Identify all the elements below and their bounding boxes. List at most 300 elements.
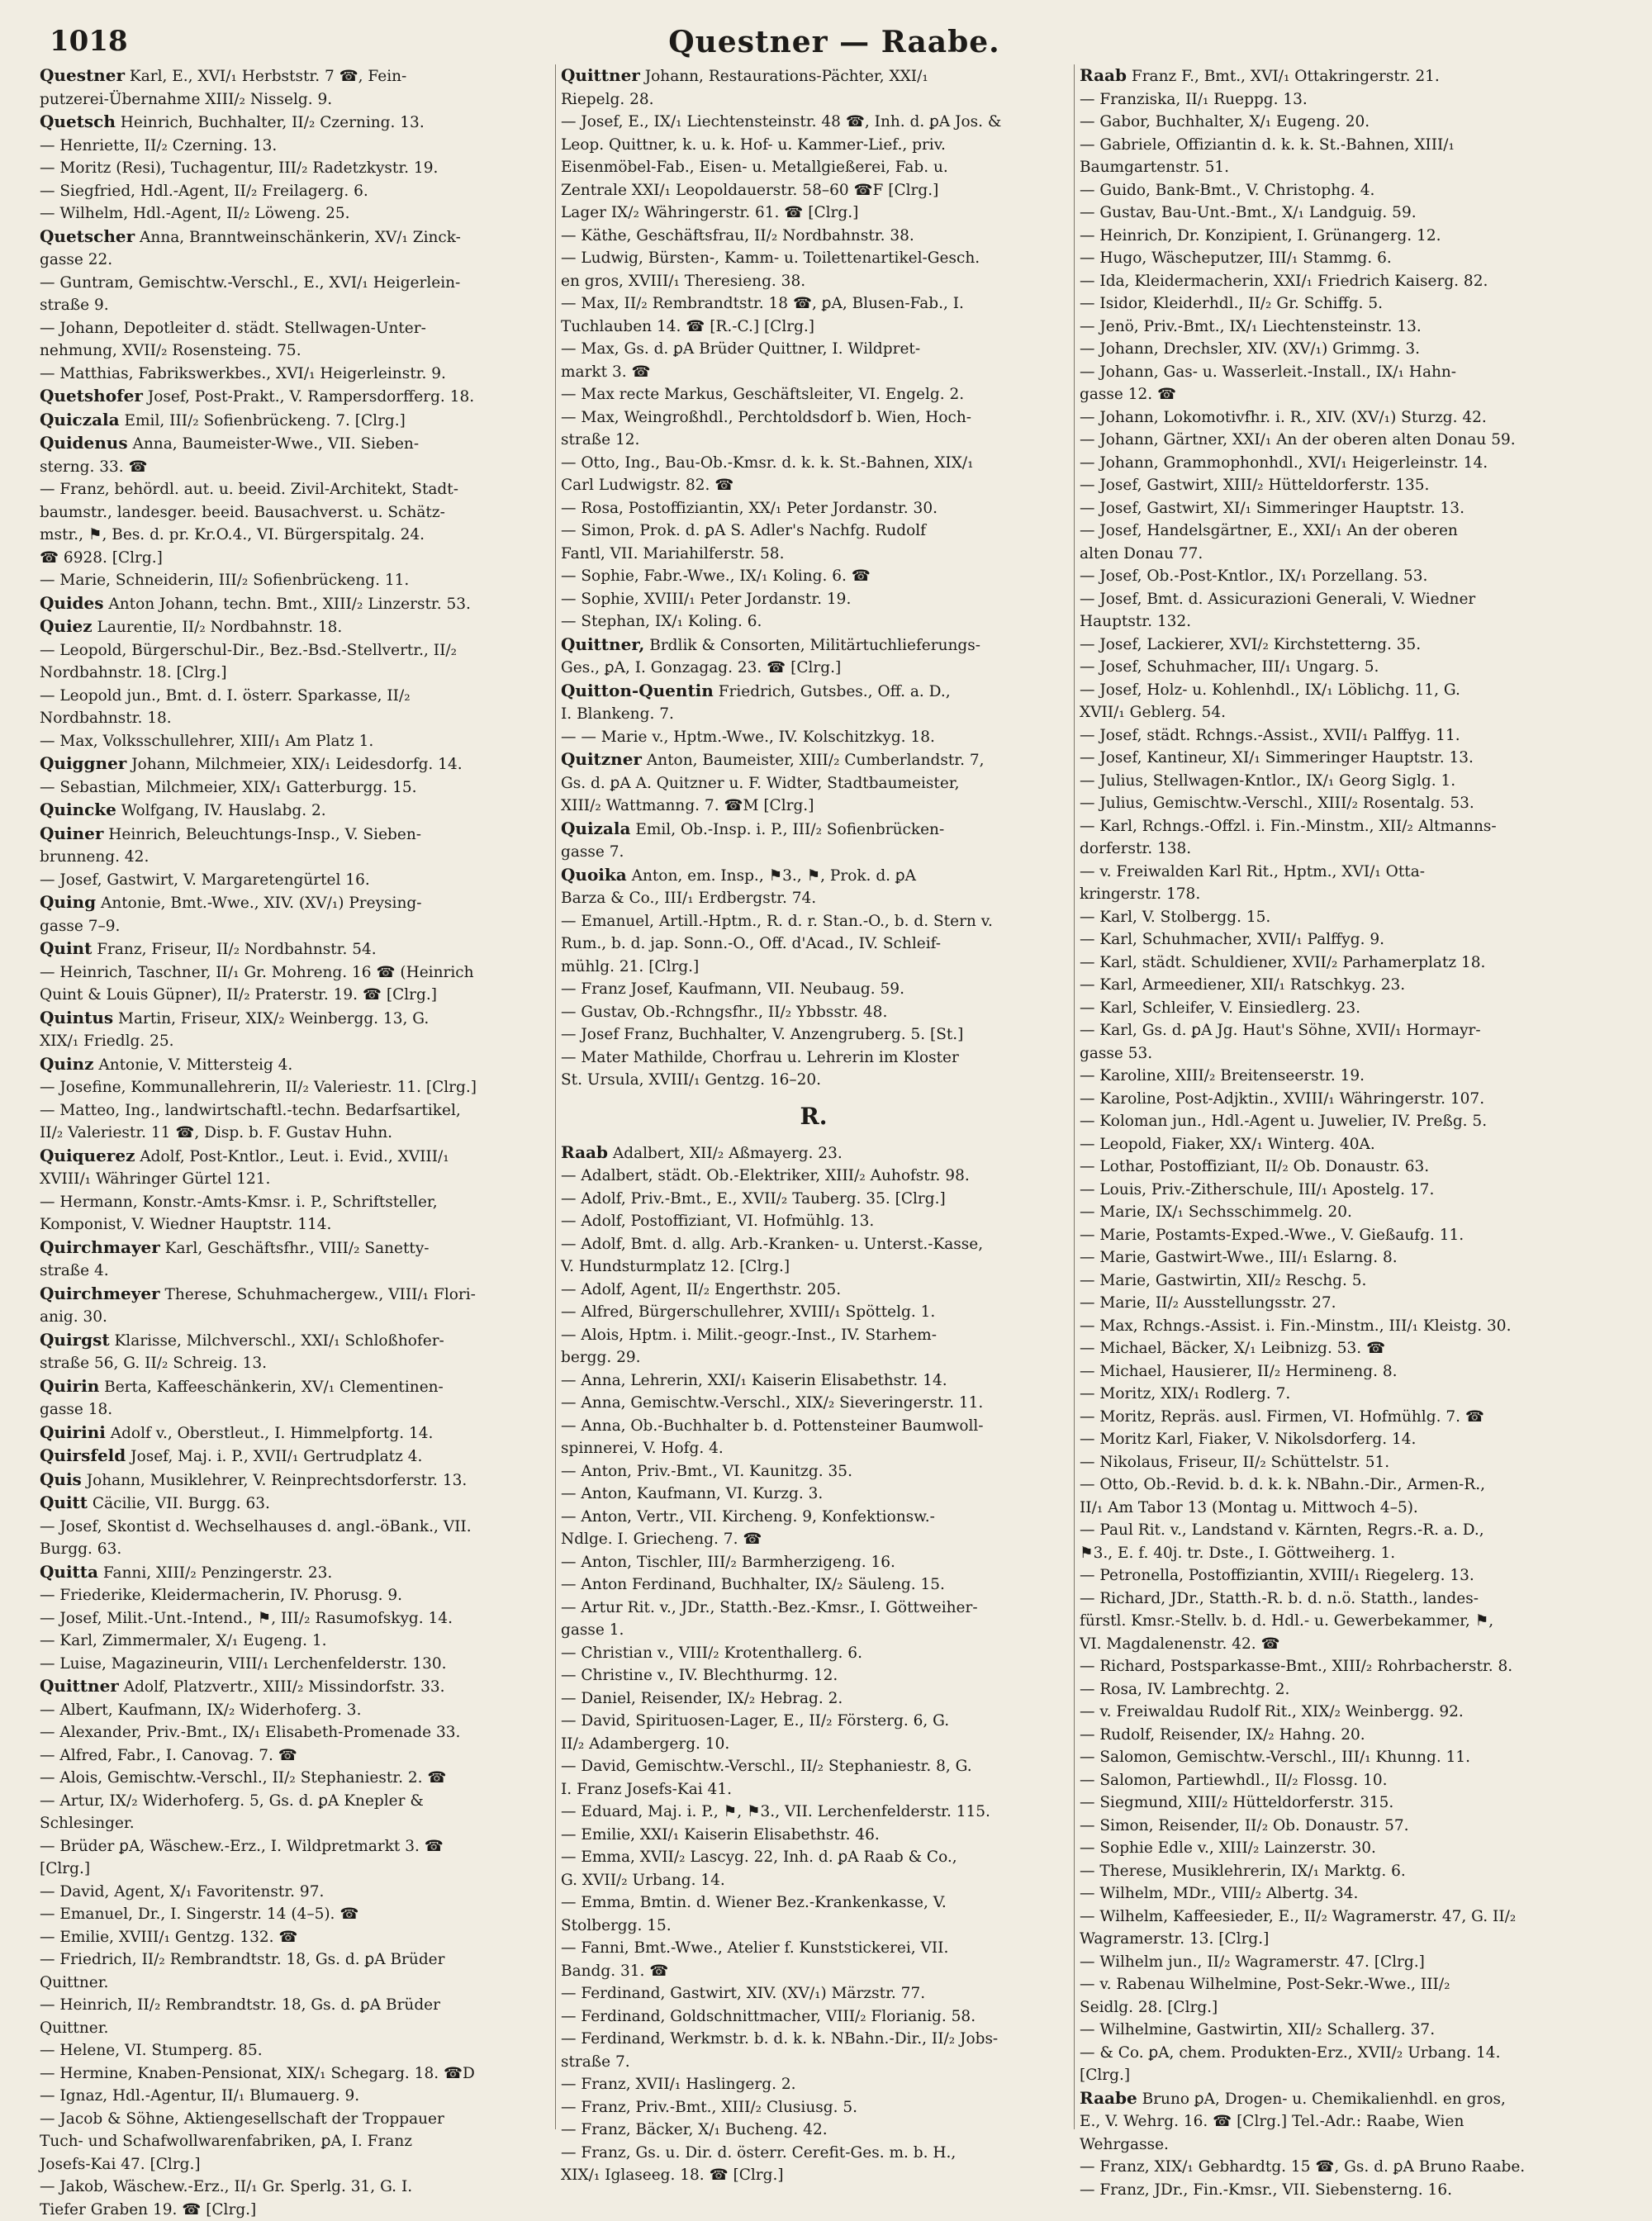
directory-entry	[40, 1236, 545, 1260]
directory-entry	[40, 891, 545, 915]
directory-entry	[561, 1001, 1066, 1024]
entry-text: — Max recte Markus, Geschäftsleiter, VI. Engelg. 2.	[561, 386, 964, 403]
directory-entry	[561, 1891, 1066, 1915]
column-3	[1074, 64, 1625, 2129]
entry-text: — Karl, Armeediener, XII/₁ Ratschkyg. 23.	[1080, 976, 1405, 994]
directory-entry	[561, 634, 1066, 657]
entry-text: XVIII/₁ Währinger Gürtel 121.	[40, 1170, 270, 1188]
directory-entry	[561, 156, 1066, 179]
directory-entry	[1080, 883, 1625, 906]
directory-entry	[40, 707, 545, 730]
directory-entry	[561, 1846, 1066, 1869]
entry-text: — Josef, städt. Rchngs.-Assist., XVII/₁ Palffyg. 11.	[1080, 727, 1460, 744]
entry-text: gasse 53.	[1080, 1045, 1152, 1062]
entry-text: Karl, E., XVI/₁ Herbststr. 7 ☎, Fein-	[125, 68, 406, 85]
directory-entry	[1080, 1360, 1625, 1383]
directory-entry	[561, 1869, 1066, 1892]
entry-text: — Franz, JDr., Fin.-Kmsr., VII. Siebensterng. 16.	[1080, 2181, 1452, 2199]
directory-entry	[1080, 747, 1625, 770]
directory-entry	[40, 1926, 545, 1949]
entry-text: Anton Johann, techn. Bmt., XIII/₂ Linzerstr. 53.	[104, 596, 471, 613]
directory-entry	[40, 2039, 545, 2062]
entry-text: Burgg. 63.	[40, 1540, 121, 1558]
entry-text: anig. 30.	[40, 1308, 107, 1326]
directory-entry	[1080, 1769, 1625, 1792]
entry-text: Johann, Restaurations-Pächter, XXI/₁	[640, 68, 928, 85]
entry-text: — Gustav, Bau-Unt.-Bmt., X/₁ Landguig. 59.	[1080, 204, 1417, 221]
directory-entry	[40, 937, 545, 961]
entry-text: — Moritz, Repräs. ausl. Firmen, VI. Hofmühlg. 7. ☎	[1080, 1408, 1484, 1426]
directory-entry	[1080, 1587, 1625, 1611]
entry-text: — Franziska, II/₁ Rueppg. 13.	[1080, 91, 1308, 108]
directory-entry	[1080, 2110, 1625, 2133]
entry-text: Martin, Friseur, XIX/₂ Weinbergg. 13, G.	[113, 1010, 429, 1027]
directory-entry	[40, 1260, 545, 1283]
directory-entry	[40, 1607, 545, 1630]
directory-entry	[561, 2096, 1066, 2119]
directory-entry	[561, 225, 1066, 248]
directory-entry	[1080, 1655, 1625, 1678]
directory-entry	[561, 111, 1066, 134]
entry-surname: Questner	[40, 65, 125, 85]
directory-entry	[40, 225, 545, 249]
directory-entry	[1080, 1383, 1625, 1406]
directory-entry	[561, 64, 1066, 88]
entry-text: Carl Ludwigstr. 82. ☎	[561, 477, 733, 494]
entry-text: straße 12.	[561, 431, 639, 448]
entry-text: — Richard, Postsparkasse-Bmt., XIII/₂ Rohrbacherstr. 8.	[1080, 1658, 1512, 1675]
directory-entry	[561, 978, 1066, 1001]
entry-text: — Adolf, Priv.-Bmt., E., XVII/₂ Tauberg. 35. [Clrg.]	[561, 1190, 946, 1208]
entry-text: — Marie, Gastwirtin, XII/₂ Reschg. 5.	[1080, 1272, 1366, 1289]
entry-text: — Franz Josef, Kaufmann, VII. Neubaug. 59.	[561, 980, 904, 998]
directory-entry	[1080, 770, 1625, 793]
directory-entry	[40, 1306, 545, 1329]
directory-entry	[40, 1168, 545, 1191]
entry-text: — Karl, Schuhmacher, XVII/₁ Palffyg. 9.	[1080, 931, 1384, 948]
directory-entry	[40, 1191, 545, 1214]
entry-text: G. XVII/₂ Urbang. 14.	[561, 1872, 725, 1889]
entry-text: Baumgartenstr. 51.	[1080, 159, 1229, 176]
entry-text: — Fanni, Bmt.-Wwe., Atelier f. Kunststickerei, VII.	[561, 1939, 948, 1957]
entry-text: Bandg. 31. ☎	[561, 1962, 668, 1980]
entry-text: en gros, XVIII/₁ Theresieng. 38.	[561, 273, 805, 290]
entry-text: Wolfgang, IV. Hauslabg. 2.	[116, 802, 326, 819]
entry-text: — Julius, Gemischtw.-Verschl., XIII/₂ Rosentalg. 53.	[1080, 795, 1474, 812]
entry-text: — Josef, Milit.-Unt.-Intend., ⚑, III/₂ Rasumofskyg. 14.	[40, 1610, 453, 1627]
entry-text: Klarisse, Milchverschl., XXI/₁ Schloßhofer-	[110, 1332, 444, 1350]
entry-text: — Marie, IX/₁ Sechsschimmelg. 20.	[1080, 1203, 1352, 1221]
directory-entry	[561, 1801, 1066, 1824]
directory-entry	[1080, 1996, 1625, 2019]
entry-text: — Guntram, Gemischtw.-Verschl., E., XVI/₁ Heigerlein-	[40, 274, 460, 292]
directory-entry	[1080, 1497, 1625, 1520]
directory-entry	[40, 339, 545, 363]
directory-entry	[1080, 701, 1625, 724]
entry-text: — Karoline, Post-Adjktin., XVIII/₁ Währingerstr. 107.	[1080, 1090, 1484, 1108]
entry-text: — David, Gemischtw.-Verschl., II/₂ Stephaniestr. 8, G.	[561, 1758, 972, 1775]
directory-entry	[40, 1948, 545, 1972]
entry-surname: Quiez	[40, 616, 93, 636]
entry-text: — Simon, Prok. d. ꝑA S. Adler's Nachfg. Rudolf	[561, 522, 926, 539]
entry-text: — Ferdinand, Gastwirt, XIV. (XV/₁) Märzstr. 77.	[561, 1985, 925, 2002]
entry-text: — Friederike, Kleidermacherin, IV. Phorusg. 9.	[40, 1587, 402, 1604]
directory-entry	[561, 179, 1066, 202]
entry-text: Nordbahnstr. 18.	[40, 709, 172, 727]
directory-entry	[1080, 1292, 1625, 1315]
directory-entry	[40, 1516, 545, 1539]
directory-entry	[561, 452, 1066, 475]
directory-entry	[40, 569, 545, 592]
directory-entry	[1080, 2156, 1625, 2179]
directory-entry	[561, 1233, 1066, 1256]
directory-entry	[1080, 1815, 1625, 1838]
entry-text: Johann, Milchmeier, XIX/₁ Leidesdorfg. 14.	[126, 756, 462, 773]
directory-entry	[561, 1528, 1066, 1551]
directory-entry	[40, 1421, 545, 1445]
directory-entry	[1080, 111, 1625, 134]
entry-text: — Gustav, Ob.-Rchngsfhr., II/₂ Ybbsstr. 48.	[561, 1004, 887, 1021]
directory-entry	[1080, 1246, 1625, 1269]
directory-entry	[1080, 1973, 1625, 1996]
directory-entry	[1080, 610, 1625, 634]
entry-text: Antonie, Bmt.-Wwe., XIV. (XV/₁) Preysing-	[96, 895, 421, 912]
directory-entry	[561, 1619, 1066, 1642]
directory-entry	[40, 432, 545, 456]
entry-surname: Quetscher	[40, 226, 135, 246]
entry-text: — Hugo, Wäscheputzer, III/₁ Stammg. 6.	[1080, 249, 1392, 267]
entry-text: Adolf v., Oberstleut., I. Himmelpfortg. 14.	[106, 1425, 434, 1442]
entry-text: — Mater Mathilde, Chorfrau u. Lehrerin im Kloster	[561, 1049, 959, 1066]
directory-entry	[561, 520, 1066, 543]
entry-surname: Raab	[561, 1142, 608, 1162]
entry-text: — Johann, Gärtner, XXI/₁ An der oberen alten Donau 59.	[1080, 431, 1516, 448]
directory-entry	[40, 915, 545, 938]
directory-entry	[1080, 429, 1625, 452]
entry-text: — Max, II/₂ Rembrandtstr. 18 ☎, ꝑA, Blusen-Fab., I.	[561, 295, 964, 312]
entry-text: — Emma, XVII/₂ Lascyg. 22, Inh. d. ꝑA Raab & Co.,	[561, 1848, 957, 1866]
directory-entry	[1080, 520, 1625, 543]
entry-text: — Alois, Hptm. i. Milit.-geogr.-Inst., IV. Starhem-	[561, 1326, 937, 1344]
directory-entry	[40, 1584, 545, 1607]
entry-text: — Alfred, Bürgerschullehrer, XVIII/₁ Spöttelg. 1.	[561, 1303, 935, 1321]
entry-text: gasse 1.	[561, 1621, 624, 1639]
entry-text: — Emilie, XVIII/₁ Gentzg. 132. ☎	[40, 1929, 297, 1946]
entry-text: — Friedrich, II/₂ Rembrandtstr. 18, Gs. d. ꝑA Brüder	[40, 1951, 444, 1968]
directory-entry	[1080, 1542, 1625, 1565]
directory-entry	[561, 134, 1066, 157]
directory-entry	[1080, 247, 1625, 270]
directory-entry	[561, 703, 1066, 726]
directory-entry	[1080, 270, 1625, 293]
directory-entry	[561, 474, 1066, 497]
entry-text: sterng. 33. ☎	[40, 458, 148, 476]
entry-text: Berta, Kaffeeschänkerin, XV/₁ Clementinen-	[99, 1379, 444, 1396]
section-letter: R.	[561, 1092, 1066, 1141]
entry-text: Barza & Co., III/₁ Erdbergstr. 74.	[561, 890, 816, 907]
entry-text: — Franz, Priv.-Bmt., XIII/₂ Clusiusg. 5.	[561, 2099, 857, 2116]
entry-text: — Josef, Gastwirt, V. Margaretengürtel 16.	[40, 871, 370, 889]
directory-entry	[40, 1881, 545, 1904]
entry-text: I. Franz Josefs-Kai 41.	[561, 1781, 732, 1798]
directory-entry	[1080, 815, 1625, 838]
entry-text: — Ferdinand, Goldschnittmacher, VIII/₂ Florianig. 58.	[561, 2008, 976, 2025]
entry-text: — Franz, Bäcker, X/₁ Bucheng. 42.	[561, 2121, 828, 2138]
directory-entry	[1080, 2179, 1625, 2202]
directory-entry	[1080, 1065, 1625, 1088]
entry-text: — Karl, Gs. d. ꝑA Jg. Haut's Söhne, XVII/₁ Hormayr-	[1080, 1022, 1481, 1039]
directory-entry	[561, 1937, 1066, 1960]
entry-text: — Brüder ꝑA, Wäschew.-Erz., I. Wildpretmarkt 3. ☎	[40, 1838, 444, 1855]
entry-text: — Heinrich, II/₂ Rembrandtstr. 18, Gs. d. ꝑA Brüder	[40, 1996, 440, 2014]
entry-text: Lager IX/₂ Währingerstr. 61. ☎ [Clrg.]	[561, 204, 858, 221]
directory-entry	[561, 1437, 1066, 1460]
column-1	[40, 64, 545, 2129]
directory-entry	[561, 2073, 1066, 2096]
entry-surname: Quing	[40, 892, 96, 912]
entry-text: Brdlik & Consorten, Militärtuchlieferungs-	[644, 637, 980, 654]
entry-text: — Jakob, Wäschew.-Erz., II/₁ Gr. Sperlg. 31, G. I.	[40, 2178, 412, 2195]
page-header	[50, 25, 1619, 64]
entry-text: — Emanuel, Dr., I. Singerstr. 14 (4–5). ☎	[40, 1905, 358, 1923]
directory-entry	[40, 776, 545, 800]
directory-entry	[1080, 1156, 1625, 1179]
directory-entry	[1080, 1179, 1625, 1202]
entry-text: II/₂ Valeriestr. 11 ☎, Disp. b. F. Gustav Huhn.	[40, 1124, 392, 1141]
directory-entry	[1080, 361, 1625, 384]
directory-entry	[561, 1755, 1066, 1778]
entry-text: Ndlge. I. Griecheng. 7. ☎	[561, 1530, 762, 1548]
directory-entry	[40, 1492, 545, 1516]
entry-text: Emil, III/₂ Sofienbrückeng. 7. [Clrg.]	[120, 412, 406, 429]
entry-text: straße 7.	[561, 2053, 630, 2071]
entry-text: — Christine v., IV. Blechthurmg. 12.	[561, 1667, 838, 1684]
entry-text: — Matteo, Ing., landwirtschaftl.-techn. Bedarfsartikel,	[40, 1102, 461, 1119]
entry-text: — Ferdinand, Werkmstr. b. d. k. k. NBahn.-Dir., II/₂ Jobs-	[561, 2030, 998, 2048]
directory-entry	[40, 1835, 545, 1858]
entry-text: — David, Spirituosen-Lager, E., II/₂ Försterg. 6, G.	[561, 1712, 949, 1730]
directory-entry	[40, 2017, 545, 2040]
entry-text: — Josef, Bmt. d. Assicurazioni Generali, V. Wiedner	[1080, 591, 1475, 608]
entry-text: bergg. 29.	[561, 1349, 641, 1366]
entry-text: — Stephan, IX/₁ Koling. 6.	[561, 613, 762, 630]
entry-surname: Quirsfeld	[40, 1445, 126, 1465]
entry-text: — Simon, Reisender, II/₂ Ob. Donaustr. 57.	[1080, 1817, 1409, 1834]
directory-entry	[40, 2108, 545, 2131]
entry-text: — Albert, Kaufmann, IX/₂ Widerhoferg. 3.	[40, 1701, 361, 1719]
entry-surname: Quirgst	[40, 1330, 110, 1350]
entry-text: straße 4.	[40, 1262, 109, 1279]
entry-text: — Hermann, Konstr.-Amts-Kmsr. i. P., Schriftsteller,	[40, 1194, 438, 1211]
directory-entry	[1080, 2042, 1625, 2065]
entry-surname: Quirin	[40, 1376, 99, 1396]
entry-text: — Johann, Grammophonhdl., XVI/₁ Heigerleinstr. 14.	[1080, 454, 1488, 472]
entry-text: — Max, Weingroßhdl., Perchtoldsdorf b. Wien, Hoch-	[561, 409, 971, 426]
directory-entry	[1080, 952, 1625, 975]
directory-entry	[40, 846, 545, 869]
entry-text: — Max, Volksschullehrer, XIII/₁ Am Platz 1.	[40, 733, 373, 750]
entry-text: — Emanuel, Artill.-Hptm., R. d. r. Stan.-O., b. d. Stern v.	[561, 913, 993, 930]
entry-surname: Quittner	[40, 1676, 119, 1696]
directory-entry	[40, 1744, 545, 1768]
entry-surname: Quiggner	[40, 753, 126, 773]
directory-entry	[40, 1352, 545, 1375]
entry-text: — Paul Rit. v., Landstand v. Kärnten, Regrs.-R. a. D.,	[1080, 1521, 1484, 1539]
directory-entry	[40, 961, 545, 985]
directory-entry	[40, 1699, 545, 1722]
entry-surname: Quitton-Quentin	[561, 681, 714, 700]
entry-text: — Luise, Magazineurin, VIII/₁ Lerchenfelderstr. 130.	[40, 1655, 447, 1673]
entry-text: [Clrg.]	[40, 1860, 90, 1877]
directory-entry	[561, 2119, 1066, 2142]
entry-text: II/₂ Adambergerg. 10.	[561, 1735, 729, 1753]
directory-entry	[1080, 1701, 1625, 1724]
entry-text: — Sophie, Fabr.-Wwe., IX/₁ Koling. 6. ☎	[561, 567, 871, 585]
entry-text: — Anna, Ob.-Buchhalter b. d. Pottensteiner Baumwoll-	[561, 1417, 984, 1435]
column-2	[555, 64, 1066, 2129]
directory-entry	[40, 615, 545, 639]
entry-surname: Quirini	[40, 1422, 106, 1442]
entry-text: fürstl. Kmsr.-Stellv. b. d. Hdl.- u. Gewerbekammer, ⚑,	[1080, 1612, 1493, 1630]
directory-entry	[1080, 1019, 1625, 1042]
directory-entry	[40, 363, 545, 386]
entry-text: — Salomon, Partiewhdl., II/₂ Flossg. 10.	[1080, 1772, 1387, 1789]
entry-text: markt 3. ☎	[561, 363, 651, 381]
directory-entry	[1080, 2019, 1625, 2042]
entry-text: — Alexander, Priv.-Bmt., IX/₁ Elisabeth-Promenade 33.	[40, 1724, 460, 1741]
entry-text: Quittner.	[40, 2019, 108, 2037]
entry-surname: Quittner,	[561, 634, 644, 654]
entry-text: — Wilhelmine, Gastwirtin, XII/₂ Schallerg. 37.	[1080, 2021, 1435, 2038]
directory-entry	[40, 1858, 545, 1881]
directory-entry	[1080, 1951, 1625, 1974]
entry-text: VI. Magdalenenstr. 42. ☎	[1080, 1635, 1280, 1653]
entry-text: — Max, Rchngs.-Assist. i. Fin.-Minstm., III/₁ Kleistg. 30.	[1080, 1317, 1511, 1335]
directory-entry	[561, 1506, 1066, 1529]
entry-text: Heinrich, Buchhalter, II/₂ Czerning. 13.	[116, 114, 425, 131]
entry-text: — Therese, Musiklehrerin, IX/₁ Marktg. 6.	[1080, 1863, 1406, 1880]
entry-text: Riepelg. 28.	[561, 91, 654, 108]
entry-surname: Quides	[40, 593, 104, 613]
entry-text: — Johann, Lokomotivfhr. i. R., XIV. (XV/₁) Sturzg. 42.	[1080, 409, 1487, 426]
entry-text: Nordbahnstr. 18. [Clrg.]	[40, 664, 227, 681]
directory-entry	[1080, 156, 1625, 179]
directory-entry	[1080, 565, 1625, 588]
entry-text: — Henriette, II/₂ Czerning. 13.	[40, 137, 277, 154]
entry-text: Zentrale XXI/₁ Leopoldauerstr. 58–60 ☎F [Clrg.]	[561, 182, 938, 199]
entry-text: — Wilhelm, MDr., VIII/₂ Albertg. 34.	[1080, 1885, 1358, 1902]
entry-text: Rum., b. d. jap. Sonn.-O., Off. d'Acad., IV. Schleif-	[561, 935, 941, 952]
entry-text: Quint & Louis Güpner), II/₂ Praterstr. 19. ☎ [Clrg.]	[40, 986, 437, 1004]
directory-entry	[561, 1551, 1066, 1574]
entry-text: — Johann, Gas- u. Wasserleit.-Install., IX/₁ Hahn-	[1080, 363, 1456, 381]
directory-entry	[1080, 1610, 1625, 1633]
entry-text: Cäcilie, VII. Burgg. 63.	[88, 1495, 270, 1512]
entry-text: — Josef, Lackierer, XVI/₂ Kirchstetterng. 35.	[1080, 636, 1421, 653]
directory-entry	[561, 726, 1066, 749]
entry-text: — Heinrich, Taschner, II/₁ Gr. Mohreng. 16 ☎ (Heinrich	[40, 964, 474, 981]
directory-entry	[561, 795, 1066, 818]
directory-entry	[40, 1375, 545, 1399]
entry-text: Quittner.	[40, 1974, 108, 1991]
entry-text: Adolf, Post-Kntlor., Leut. i. Evid., XVIII/₁	[135, 1148, 449, 1165]
entry-text: — Anton, Vertr., VII. Kircheng. 9, Konfektionsw.-	[561, 1508, 935, 1526]
entry-surname: Quint	[40, 938, 92, 958]
directory-entry	[40, 317, 545, 340]
entry-text: — Eduard, Maj. i. P., ⚑, ⚑3., VII. Lerchenfelderstr. 115.	[561, 1803, 990, 1820]
entry-text: — Heinrich, Dr. Konzipient, I. Grünangerg. 12.	[1080, 227, 1441, 244]
entry-text: — Lothar, Postoffiziant, II/₂ Ob. Donaustr. 63.	[1080, 1158, 1429, 1175]
entry-text: — Leopold, Bürgerschul-Dir., Bez.-Bsd.-Stellvertr., II/₂	[40, 642, 457, 659]
entry-text: Emil, Ob.-Insp. i. P., III/₂ Sofienbrücken-	[630, 821, 944, 838]
directory-entry	[40, 1469, 545, 1493]
entry-text: — Gabor, Buchhalter, X/₁ Eugeng. 20.	[1080, 113, 1370, 131]
entry-text: — Jacob & Söhne, Aktiengesellschaft der Troppauer	[40, 2110, 444, 2128]
entry-text: — Anton Ferdinand, Buchhalter, IX/₂ Säuleng. 15.	[561, 1576, 945, 1593]
directory-entry	[1080, 406, 1625, 429]
entry-text: — Adolf, Bmt. d. allg. Arb.-Kranken- u. Unterst.-Kasse,	[561, 1236, 983, 1253]
directory-entry	[1080, 1269, 1625, 1293]
directory-entry	[40, 2085, 545, 2108]
entry-text: XIX/₁ Iglaseeg. 18. ☎ [Clrg.]	[561, 2166, 784, 2184]
entry-text: baumstr., landesger. beeid. Bausachverst. u. Schätz-	[40, 504, 445, 521]
entry-text: — Moritz, XIX/₁ Rodlerg. 7.	[1080, 1385, 1290, 1402]
entry-text: — Emilie, XXI/₁ Kaiserin Elisabethstr. 46.	[561, 1826, 880, 1844]
entry-surname: Quoika	[561, 865, 627, 885]
entry-text: — Sophie, XVIII/₁ Peter Jordanstr. 19.	[561, 591, 851, 608]
entry-text: Josefs-Kai 47. [Clrg.]	[40, 2156, 201, 2173]
directory-entry	[561, 1824, 1066, 1847]
directory-entry	[1080, 679, 1625, 702]
directory-entry	[1080, 1724, 1625, 1747]
entry-surname: Quetsch	[40, 112, 116, 131]
directory-entry	[1080, 1133, 1625, 1156]
directory-entry	[561, 1301, 1066, 1324]
entry-text: E., V. Wehrg. 16. ☎ [Clrg.] Tel.-Adr.: Raabe, Wien	[1080, 2113, 1464, 2130]
entry-surname: Quis	[40, 1469, 82, 1489]
entry-text: — Rosa, IV. Lambrechtg. 2.	[1080, 1681, 1289, 1698]
entry-text: Seidlg. 28. [Clrg.]	[1080, 1999, 1218, 2016]
directory-entry	[561, 292, 1066, 316]
directory-entry	[561, 1369, 1066, 1393]
directory-entry	[1080, 1474, 1625, 1497]
directory-entry	[561, 565, 1066, 588]
directory-entry	[40, 111, 545, 135]
directory-entry	[561, 1573, 1066, 1597]
directory-entry	[40, 1630, 545, 1653]
directory-entry	[40, 478, 545, 501]
directory-entry	[561, 1642, 1066, 1665]
directory-entry	[561, 1324, 1066, 1347]
directory-entry	[561, 1778, 1066, 1801]
directory-entry	[561, 2142, 1066, 2165]
entry-text: — Daniel, Reisender, IX/₂ Hebrag. 2.	[561, 1690, 843, 1707]
entry-text: — Anton, Kaufmann, VI. Kurzg. 3.	[561, 1485, 823, 1502]
entry-text: — Matthias, Fabrikswerkbes., XVI/₁ Heigerleinstr. 9.	[40, 365, 446, 382]
entry-surname: Quidenus	[40, 433, 128, 453]
directory-entry	[1080, 1110, 1625, 1133]
directory-entry	[40, 984, 545, 1007]
entry-text: — Karl, Rchngs.-Offzl. i. Fin.-Minstm., XII/₂ Altmanns-	[1080, 818, 1497, 835]
directory-entry	[1080, 1678, 1625, 1701]
directory-entry	[40, 1213, 545, 1236]
directory-entry	[40, 547, 545, 570]
directory-entry	[40, 135, 545, 158]
directory-entry	[40, 1538, 545, 1561]
directory-entry	[561, 1597, 1066, 1620]
directory-entry	[40, 1053, 545, 1077]
entry-text: mühlg. 21. [Clrg.]	[561, 958, 699, 975]
